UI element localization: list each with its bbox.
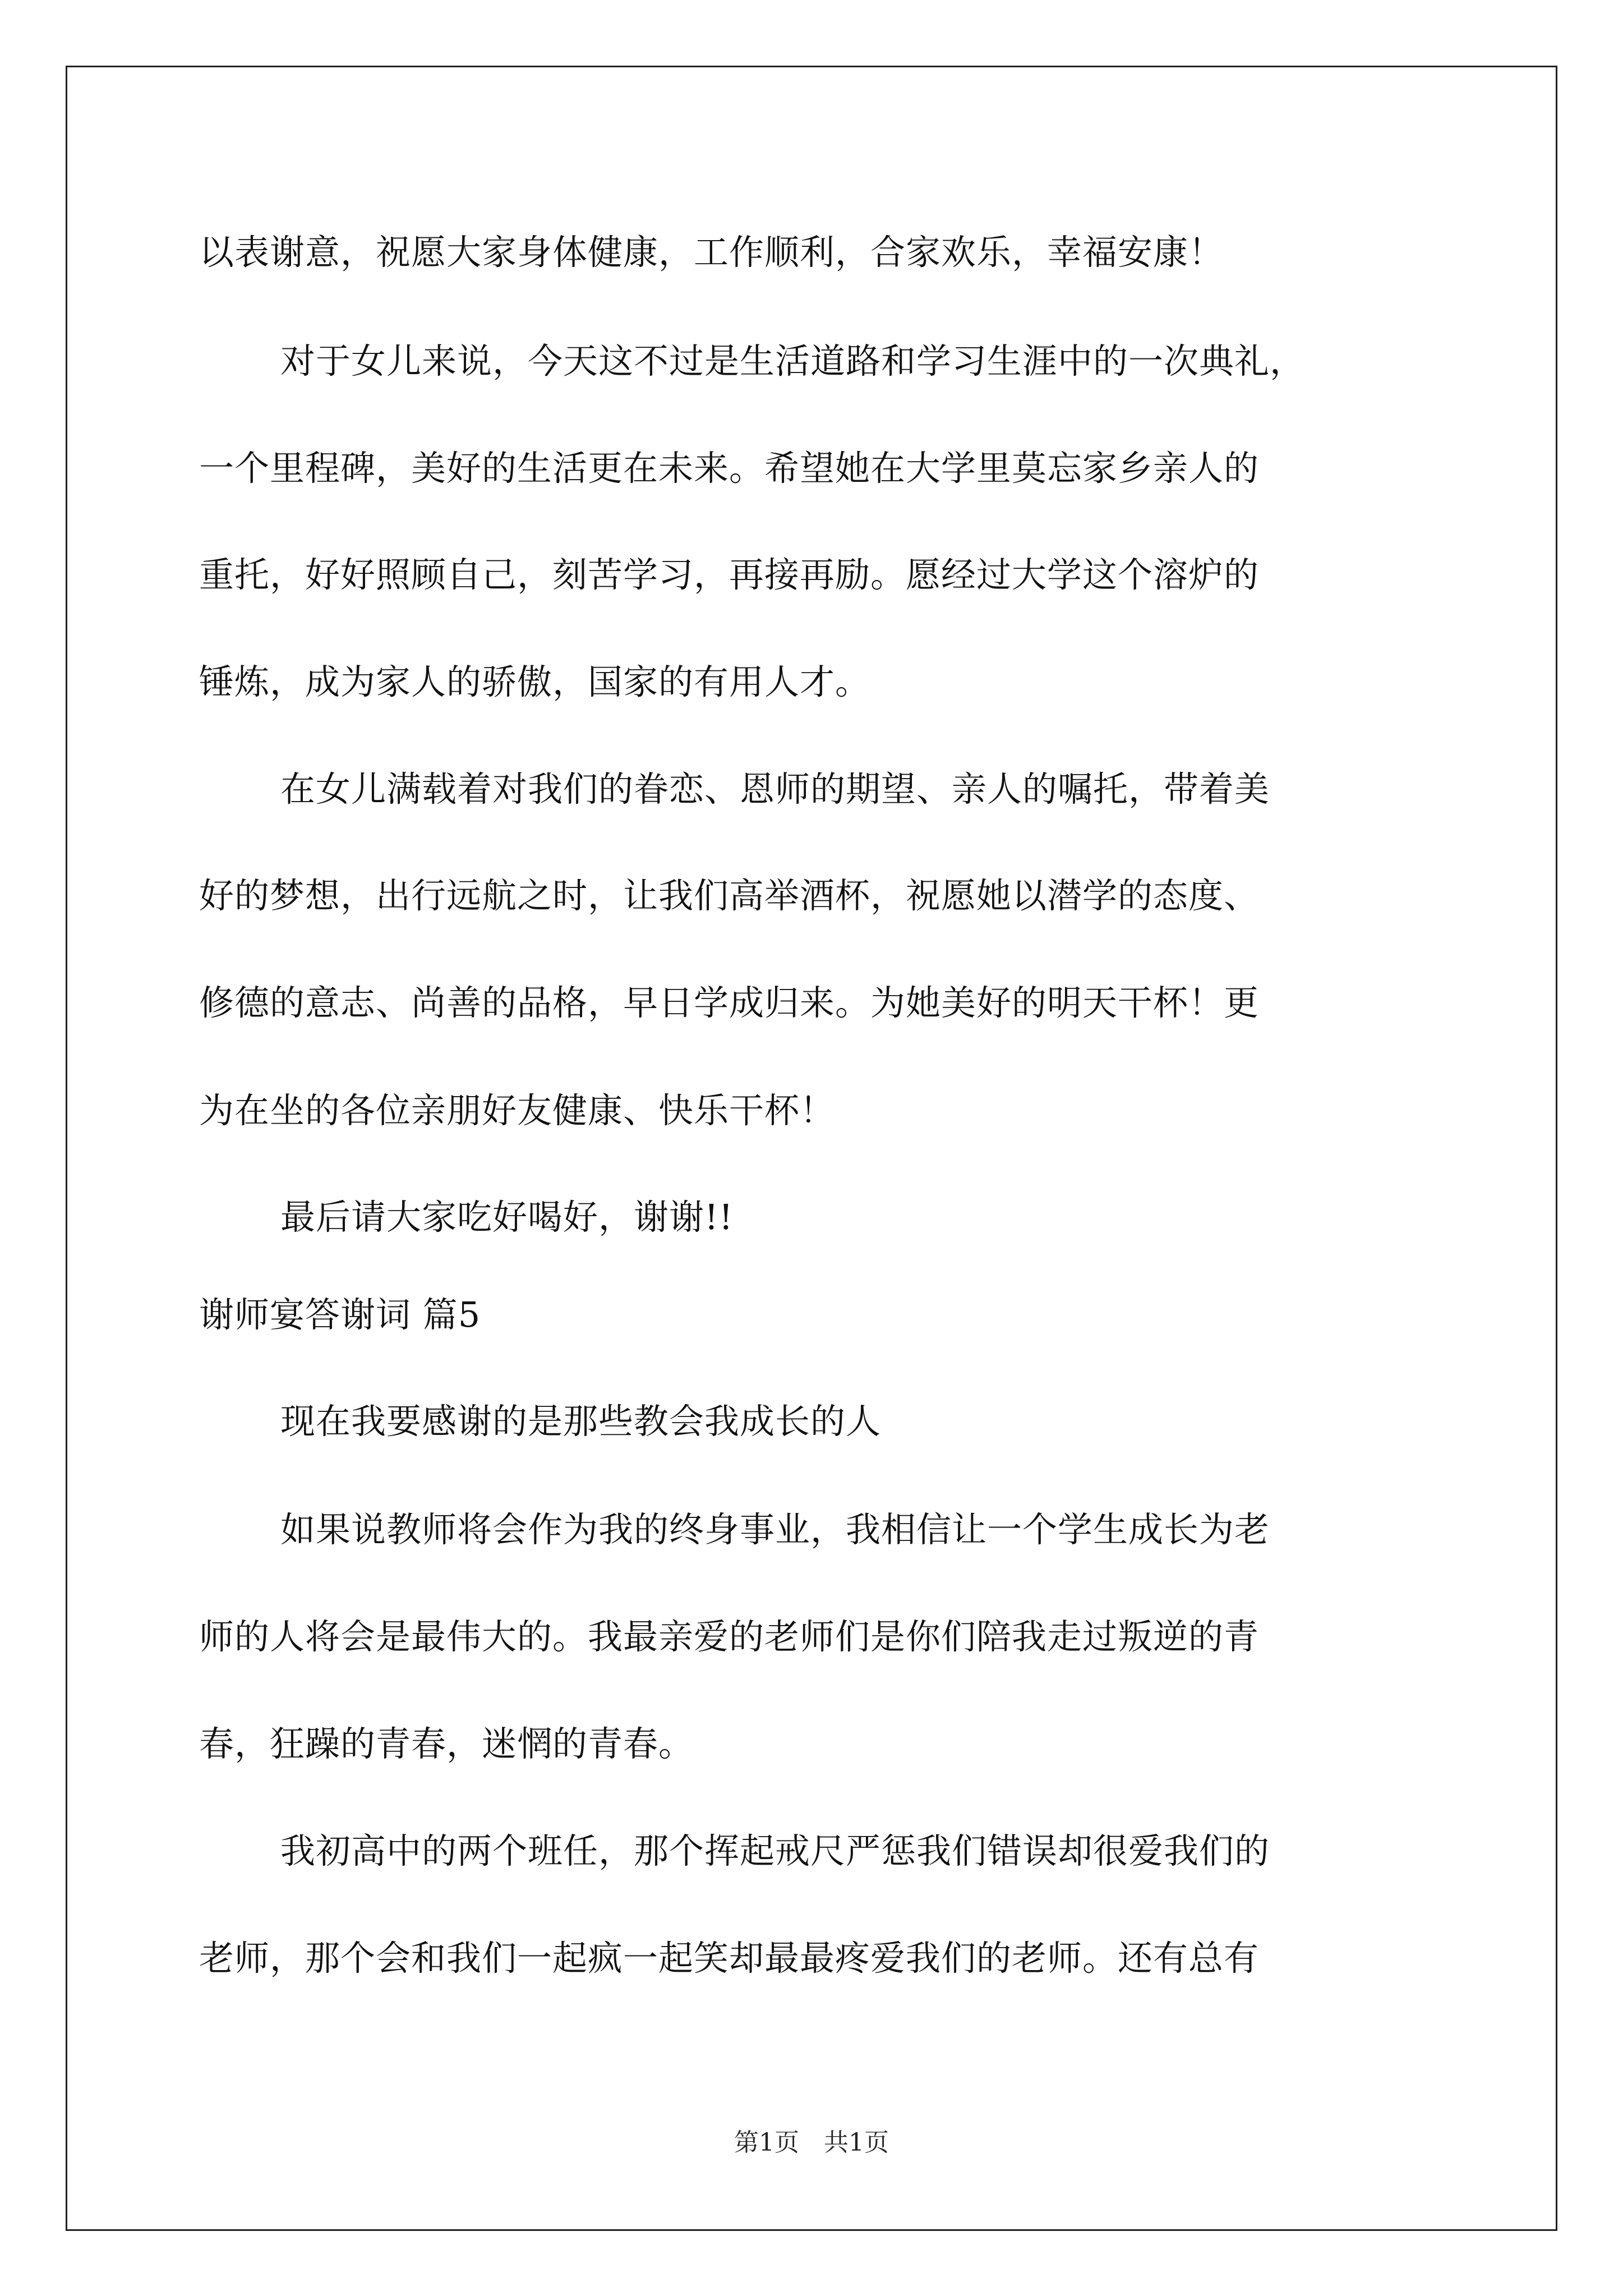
text-line: 老师，那个会和我们一起疯一起笑却最最疼爱我们的老师。还有总有 — [199, 1938, 1260, 1978]
text-line: 最后请大家吃好喝好，谢谢!! — [280, 1197, 734, 1237]
text-line: 一个里程碑，美好的生活更在未来。希望她在大学里莫忘家乡亲人的 — [199, 448, 1260, 489]
text-line: 春，狂躁的青春，迷惘的青春。 — [199, 1723, 694, 1764]
text-line: 对于女儿来说，今天这不过是生活道路和学习生涯中的一次典礼， — [280, 341, 1306, 381]
text-line: 在女儿满载着对我们的眷恋、恩师的期望、亲人的嘱托，带着美 — [280, 769, 1270, 809]
page-number: 第1页 共1页 — [734, 2128, 889, 2157]
page-border — [66, 66, 1557, 2231]
text-line: 锤炼，成为家人的骄傲，国家的有用人才。 — [199, 661, 871, 702]
text-line: 好的梦想，出行远航之时，让我们高举酒杯，祝愿她以潜学的态度、 — [199, 875, 1260, 916]
text-line: 现在我要感谢的是那些教会我成长的人 — [280, 1401, 882, 1442]
section-heading: 谢师宴答谢词 篇5 — [199, 1294, 481, 1335]
text-line: 修德的意志、尚善的品格，早日学成归来。为她美好的明天干杯！更 — [199, 982, 1260, 1023]
text-line: 以表谢意，祝愿大家身体健康，工作顺利，合家欢乐，幸福安康！ — [199, 232, 1224, 273]
text-line: 如果说教师将会作为我的终身事业，我相信让一个学生成长为老 — [280, 1509, 1270, 1550]
text-line: 师的人将会是最伟大的。我最亲爱的老师们是你们陪我走过叛逆的青 — [199, 1616, 1260, 1657]
text-line: 为在坐的各位亲朋好友健康、快乐干杯！ — [199, 1090, 836, 1131]
text-line: 重托，好好照顾自己，刻苦学习，再接再励。愿经过大学这个溶炉的 — [199, 554, 1260, 595]
text-line: 我初高中的两个班任，那个挥起戒尺严惩我们错误却很爱我们的 — [280, 1830, 1270, 1871]
